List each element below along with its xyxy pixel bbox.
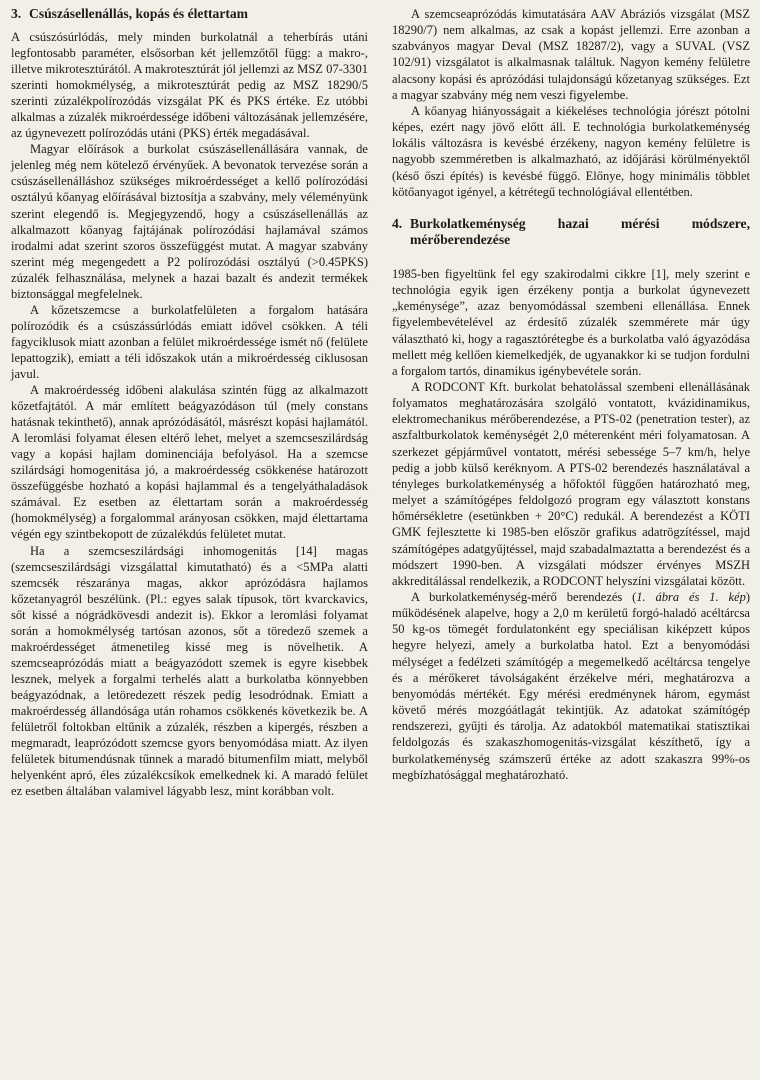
- paragraph: A RODCONT Kft. burkolat behatolással szembeni ellenállásának folyamatos meghatározására szolgáló vontatott, kvázidinamikus, elektromechanikus mérőberendezése, a PTS-02 (penetration tester), az aszfaltburkolatok keménységét 2,0 méterenként méri folyamatosan. A szerkezet gépjárművel vontatott, mérési sebessége 5–7 km/h, helye pedig a jobb külső keréknyom. A PTS-02 berendezés használatával a tényleges burkolatkeménység a hőfoktól függően határozható meg, melyet a számítógépes feldolgozó program egy választott konstans hőmérsékletre (esetünkben + 20°C) redukál. A berendezést a KÖTI GMK fejlesztette ki 1985-ben először grafikus adatrögzítéssel, majd számítógépes adatgyűjtéssel, majd szabadalmaztatta a berendezést és a módszert 1990-ben. A vizsgálati módszer érvényes MSZH akkreditálással rendelkezik, a RODCONT helyszíni vizsgálatai között.: [392, 379, 750, 588]
- paragraph: A csúszósúrlódás, mely minden burkolatnál a teherbírás utáni legfontosabb paraméter, elsősorban két jellemzőtől függ: a makro-, illetve mikrotesztúrától. A makrotesztúrát jól jellemzi az MSZ 07-3301 szerinti homokmélység, a mikrotesztúrát pedig az MSZ 18290/5 szerinti zúzalékpolírozódás vizsgálat PK és PKS értéke. Ez utóbbi alkalmas a zúzalék mikroérdessége időbeni változásának jellemzésére, az úgynevezett polírozódás utáni (PKS) érték megadásával.: [11, 30, 368, 141]
- paragraph: A kőanyag hiányosságait a kiékeléses technológia jórészt pótolni képes, ezért nagy jövő előtt áll. E technológia burkolatkeménység lokális változásra is kevésbé érzékeny, nagyon kemény felületre is nagyobb szemméretben is alkalmazható, az időjárási körülményektől (késő őszi építés) is kevésbé függő. Előnye, hogy minimális többlet kötőanyagot igényel, a kétrétegű technológiával ellentétben.: [392, 103, 750, 199]
- paragraph-text: ) működésének alapelve, hogy a 2,0 m kerületű forgó-haladó acéltárcsa 50 kg-os tömegét fordulatonként egy speciálisan kiképzett kúpos hegyre helyezi, amely a burkolatba hatol. Ezt a benyomódási mélységet a fedélzeti számítógép a megemelkedő acéltárcsa tengelye és a mérőkeret távolságaként érzékelve méri, meghatározva a benyomódás mértékét. Egy mérési eredménynek három, egymást követő mérés mozgóátlagát tekintjük. Az adatokat számítógép rendszerezi, gyűjti és tárolja. Az adatokból matematikai statisztikai feldolgozás és szakaszhomogenitás-vizsgálat készíthető, így a burkolatkeménység számszerű értéke az adott szakaszra 99%-os megbízhatósággal meghatározható.: [392, 590, 750, 782]
- paragraph: A szemcseaprózódás kimutatására AAV Abráziós vizsgálat (MSZ 18290/7) nem alkalmas, az csak a kopást jellemzi. Erre azonban a szabványos magyar Deval (MSZ 18287/2), vagy a SUVAL (VSZ 102/91) vizsgálatot is alkalmasnak találtuk. Nagyon kemény felületre alacsony kopási és aprózódási tulajdonságú kőzetanyag szükséges. Ezt a magyar szabvány még nem veszi figyelembe.: [392, 7, 750, 102]
- right-column: [392, 6, 750, 783]
- paragraph: A kőzetszemcse a burkolatfelületen a forgalom hatására polírozódik és a csúszássúrlódás emiatt idővel csökken. A téli fagyciklusok miatt azonban a felület mikroérdessége ismét nő (felülete lepattogzik), emiatt a téli időszakok után a mikroérdesség ciklusosan javul.: [11, 302, 368, 381]
- paragraph: 1985-ben figyeltünk fel egy szakirodalmi cikkre [1], mely szerint e technológia egyik igen érzékeny pontja a burkolat úgynevezett „keménysége”, azaz benyomódással szembeni ellenállása. Ennek figyelembevételével az érdesítő zúzalék szemmérete már úgy választható ki, hogy a ragasztórétegbe és a burkolatba való ágyazódása mellett még kellően kiemelkedjék, de ugyanakkor ki se tudjon fordulni a forgalom tartós, dinamikus igénybevétele során.: [392, 266, 750, 378]
- paragraph: [392, 589, 750, 783]
- section-spacer: [392, 255, 750, 266]
- section-spacer: [392, 200, 750, 216]
- figure-reference: 1. ábra és 1. kép: [636, 590, 746, 604]
- paragraph: A makroérdesség időbeni alakulása szintén függ az alkalmazott kőzetfajtától. A már említett beágyazódáson túl (mely constans hatásnak tekinthető), annak aprózódásától, másrészt kopási hajlamától. A leromlási folyamat élesen eltérő lehet, melyet a szemcseszilárdság vagy a kopási hajlam dominenciája befolyásol. Ha a szemcse szilárdsági homogenitása jó, a makroérdesség csökkenése határozott összefüggésbe hozható a kopási hajlammal és a tengelyáthaladások számával. Ez esetben az élettartam során a makroérdesség (homokmélység) a forgalommal arányosan csökken, majd élettartama végén egy szintbekopott de zúzalékdús felületet mutat.: [11, 383, 368, 542]
- paragraph-text: A burkolatkeménység-mérő berendezés (: [411, 590, 637, 604]
- paragraph: Ha a szemcseszilárdsági inhomogenitás [14] magas (szemcseszilárdsági vizsgálattal kimutatható) és a <5MPa alatti szemcsék részaránya magas, akkor aprózódásra hajlamos kőzetanyagról beszélünk. (Pl.: egyes salak típusok, tört kvarckavics, sőt kissé a nógrádkövesdi andezit is). Ekkor a leromlási folyamat során a homokmélység tartósan azonos, sőt a töredező szemek a makroérdességet átmenetileg kissé meg is növelhetik. A szemcseaprózódás miatt a beágyazódott szemek is egyre kisebbek lesznek, melyek a forgalmi terhelés alatt a burkolatba könnyebben beágyazódnak, a letöredezett részek pedig lesodródnak. Emiatt a makroérdesség állandósága után rohamos csökkenés következik be. A felületről foltokban eltűnik a zúzalék, részben a kipergés, részben a megmaradt, leaprózódott szemcse gyors benyomódása miatt. Az ilyen felületek bitumendúsnak tűnnek a maradó bitumenfilm miatt, melyből helyenként apró, éles zúzalékcsíkok emelkednek ki. A maradó felület ez esetben általában valamivel lágyabb lesz, mint korábban volt.: [11, 543, 368, 799]
- section-3-heading: [11, 6, 368, 22]
- paragraph: Magyar előírások a burkolat csúszásellenállására vannak, de jelenleg még nem kötelező érvényűek. A bevonatok tervezése során a csúszásellenálláshoz szükséges mikroérdességet a kellő polírozódási osztályú kőanyag előírásával biztosítja a szabvány, mely véleményünk szerint elegendő is. Megjegyzendő, hogy a csúszásellenállás az alkalmazott kőanyag fajtájának polírozódási hajlamával számos irodalmi adat szerint szoros összefüggést mutat. A magyar szabvány szerint még megengedett a P2 polírozódási osztályú (>0.45PKS) zúzalék felhasználása, melynek a hazai bazalt és andezit termékek biztonsággal megfelelnek.: [11, 142, 368, 301]
- section-4-number: 4.: [392, 215, 403, 231]
- section-4-title: Burkolatkeménység hazai mérési módszere, mérőberendezése: [410, 215, 750, 247]
- section-3-number: 3.: [11, 6, 22, 21]
- left-column: [11, 6, 368, 799]
- section-4-heading: [392, 216, 750, 248]
- section-3-title: Csúszásellenállás, kopás és élettartam: [29, 6, 248, 21]
